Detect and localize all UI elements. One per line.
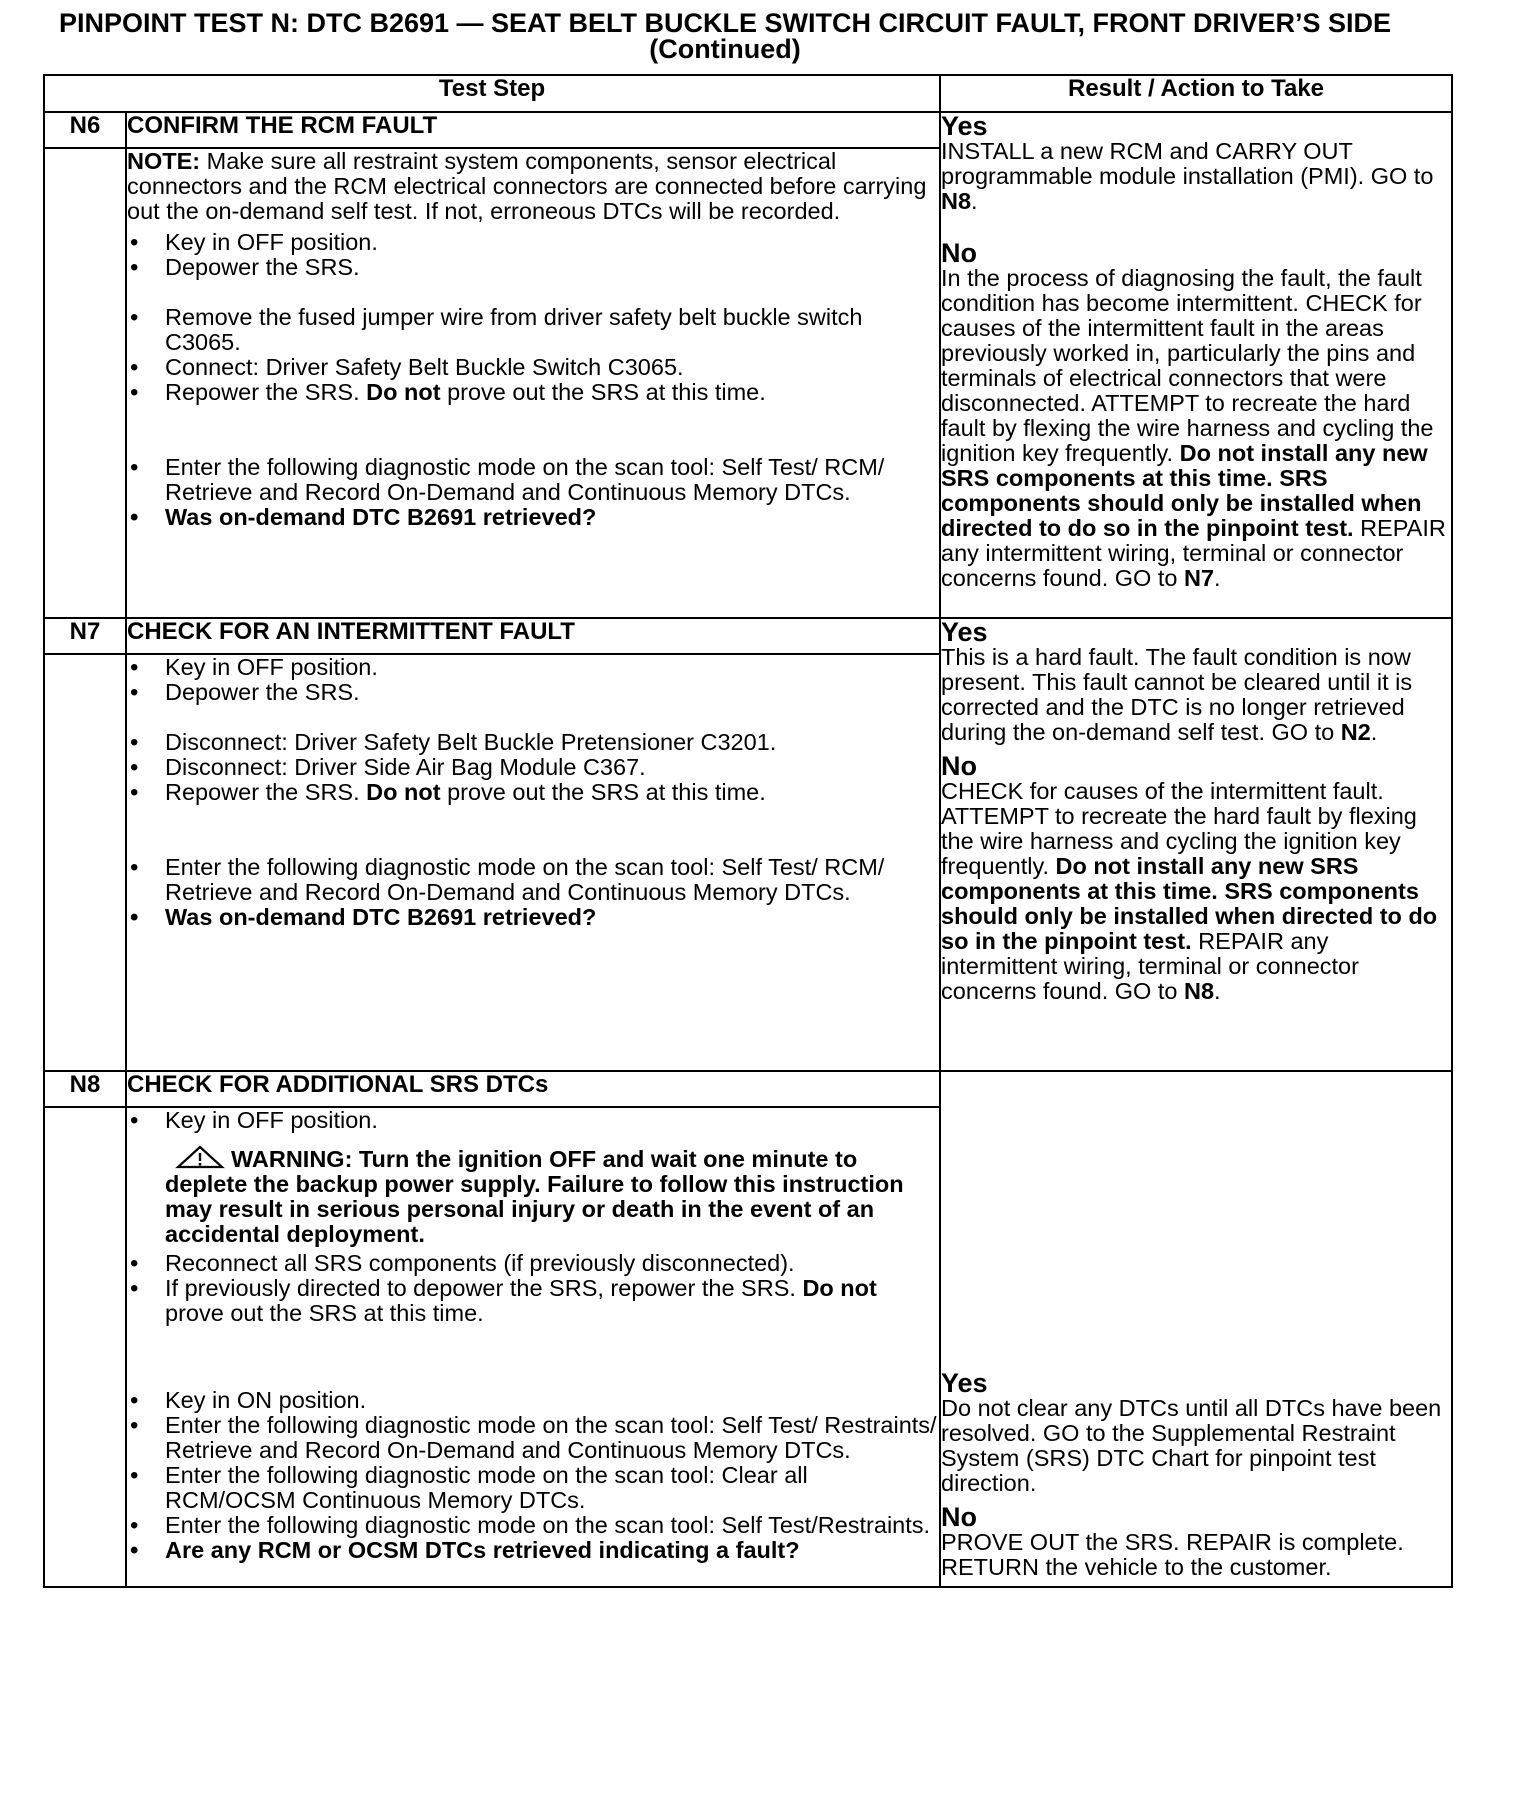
step-title-n8: CHECK FOR ADDITIONAL SRS DTCs (126, 1071, 940, 1107)
note-n6: NOTE: Make sure all restraint system components, sensor electrical connectors and the RCM electrical connectors are connected before carrying out the on-demand self test. If not, erroneous DTCs will be recorded. (127, 148, 927, 224)
list-item: • Depower the SRS. (127, 680, 939, 705)
list-item: • Disconnect: Driver Safety Belt Buckle Pretensioner C3201. (127, 730, 939, 755)
list-item: • Enter the following diagnostic mode on the scan tool: Self Test/Restraints. (127, 1513, 939, 1538)
page-title: PINPOINT TEST N: DTC B2691 — SEAT BELT BUCKLE SWITCH CIRCUIT FAULT, FRONT DRIVER’S SIDE (Continued) (58, 8, 1392, 64)
list-item: • Remove the fused jumper wire from driver safety belt buckle switch C3065. (127, 305, 939, 355)
yes-action-n7: This is a hard fault. The fault condition is now present. This fault cannot be cleared until it is corrected and the DTC is no longer retrieved during the on-demand self test. GO to N2. (941, 644, 1413, 745)
no-label-n8: No (941, 1502, 977, 1532)
list-item: • Was on-demand DTC B2691 retrieved? (127, 905, 939, 930)
header-result: Result / Action to Take (940, 75, 1452, 112)
list-item: • Key in OFF position. (127, 1108, 939, 1133)
step-content-n7 (126, 654, 940, 1071)
step-title-n6: CONFIRM THE RCM FAULT (126, 112, 940, 148)
no-label-n7: No (941, 751, 977, 781)
pinpoint-test-table (43, 74, 1453, 1588)
step-id-n8: N8 (44, 1071, 126, 1107)
no-action-n7: CHECK for causes of the intermittent fault. ATTEMPT to recreate the hard fault by flexing the wire harness and cycling the ignition key frequently. Do not install any new SRS components at this time. SRS components should only be installed when directed to do so in the pinpoint test. REPAIR any intermittent wiring, terminal or connector concerns found. GO to N8. (941, 778, 1438, 1004)
table-header-row (44, 75, 1452, 112)
step-content-n6 (126, 148, 940, 618)
step-title-n7: CHECK FOR AN INTERMITTENT FAULT (126, 618, 940, 654)
list-item: • If previously directed to depower the SRS, repower the SRS. Do not prove out the SRS at this time. (127, 1276, 939, 1326)
yes-label-n6: Yes (941, 111, 988, 141)
list-item: • Key in OFF position. (127, 655, 939, 680)
list-item: • Repower the SRS. Do not prove out the SRS at this time. (127, 380, 939, 405)
list-item: • Key in OFF position. (127, 230, 939, 255)
list-item: • Enter the following diagnostic mode on the scan tool: Clear all RCM/OCSM Continuous Memory DTCs. (127, 1463, 939, 1513)
list-item: • Connect: Driver Safety Belt Buckle Switch C3065. (127, 355, 939, 380)
result-n8 (940, 1071, 1452, 1587)
list-item: • Are any RCM or OCSM DTCs retrieved indicating a fault? (127, 1538, 939, 1563)
header-test-step: Test Step (44, 75, 940, 112)
step-row-n8 (44, 1071, 1452, 1107)
yes-label-n8: Yes (941, 1368, 988, 1398)
no-label-n6: No (941, 238, 977, 268)
yes-action-n6: INSTALL a new RCM and CARRY OUT programmable module installation (PMI). GO to N8. (941, 138, 1434, 214)
yes-label-n7: Yes (941, 617, 988, 647)
warning-triangle-icon (175, 1145, 225, 1169)
list-item: • Depower the SRS. (127, 255, 939, 280)
no-action-n6: In the process of diagnosing the fault, the fault condition has become intermittent. CHECK for causes of the intermittent fault in the areas previously worked in, particularly the pins and terminals of electrical connectors that were disconnected. ATTEMPT to recreate the hard fault by flexing the wire harness and cycling the ignition key frequently. Do not install any new SRS components at this time. SRS components should only be installed when directed to do so in the pinpoint test. REPAIR any intermittent wiring, terminal or connector concerns found. GO to N7. (941, 265, 1446, 591)
no-action-n8: PROVE OUT the SRS. REPAIR is complete. RETURN the vehicle to the customer. (941, 1529, 1404, 1580)
warning-block (127, 1145, 939, 1247)
step-id-n6: N6 (44, 112, 126, 148)
step-content-n8 (126, 1107, 940, 1587)
warning-text: WARNING: Turn the ignition OFF and wait one minute to deplete the backup power supply. Failure to follow this instruction may result in serious personal injury or death in the event of an accidental deployment. (165, 1146, 904, 1247)
list-item: • Disconnect: Driver Side Air Bag Module C367. (127, 755, 939, 780)
step-row-n7 (44, 618, 1452, 654)
list-item: • Enter the following diagnostic mode on the scan tool: Self Test/ RCM/ Retrieve and Record On-Demand and Continuous Memory DTCs. (127, 855, 939, 905)
result-n7 (940, 618, 1452, 1071)
list-item: • Reconnect all SRS components (if previously disconnected). (127, 1251, 939, 1276)
list-item: • Key in ON position. (127, 1388, 939, 1413)
step-id-n7: N7 (44, 618, 126, 654)
yes-action-n8: Do not clear any DTCs until all DTCs have been resolved. GO to the Supplemental Restraint System (SRS) DTC Chart for pinpoint test direction. (941, 1395, 1442, 1496)
list-item: • Enter the following diagnostic mode on the scan tool: Self Test/ Restraints/ Retrieve and Record On-Demand and Continuous Memory DTCs. (127, 1413, 939, 1463)
list-item: • Repower the SRS. Do not prove out the SRS at this time. (127, 780, 939, 805)
list-item: • Was on-demand DTC B2691 retrieved? (127, 505, 939, 530)
step-row-n6 (44, 112, 1452, 148)
result-n6 (940, 112, 1452, 618)
list-item: • Enter the following diagnostic mode on the scan tool: Self Test/ RCM/ Retrieve and Record On-Demand and Continuous Memory DTCs. (127, 455, 939, 505)
